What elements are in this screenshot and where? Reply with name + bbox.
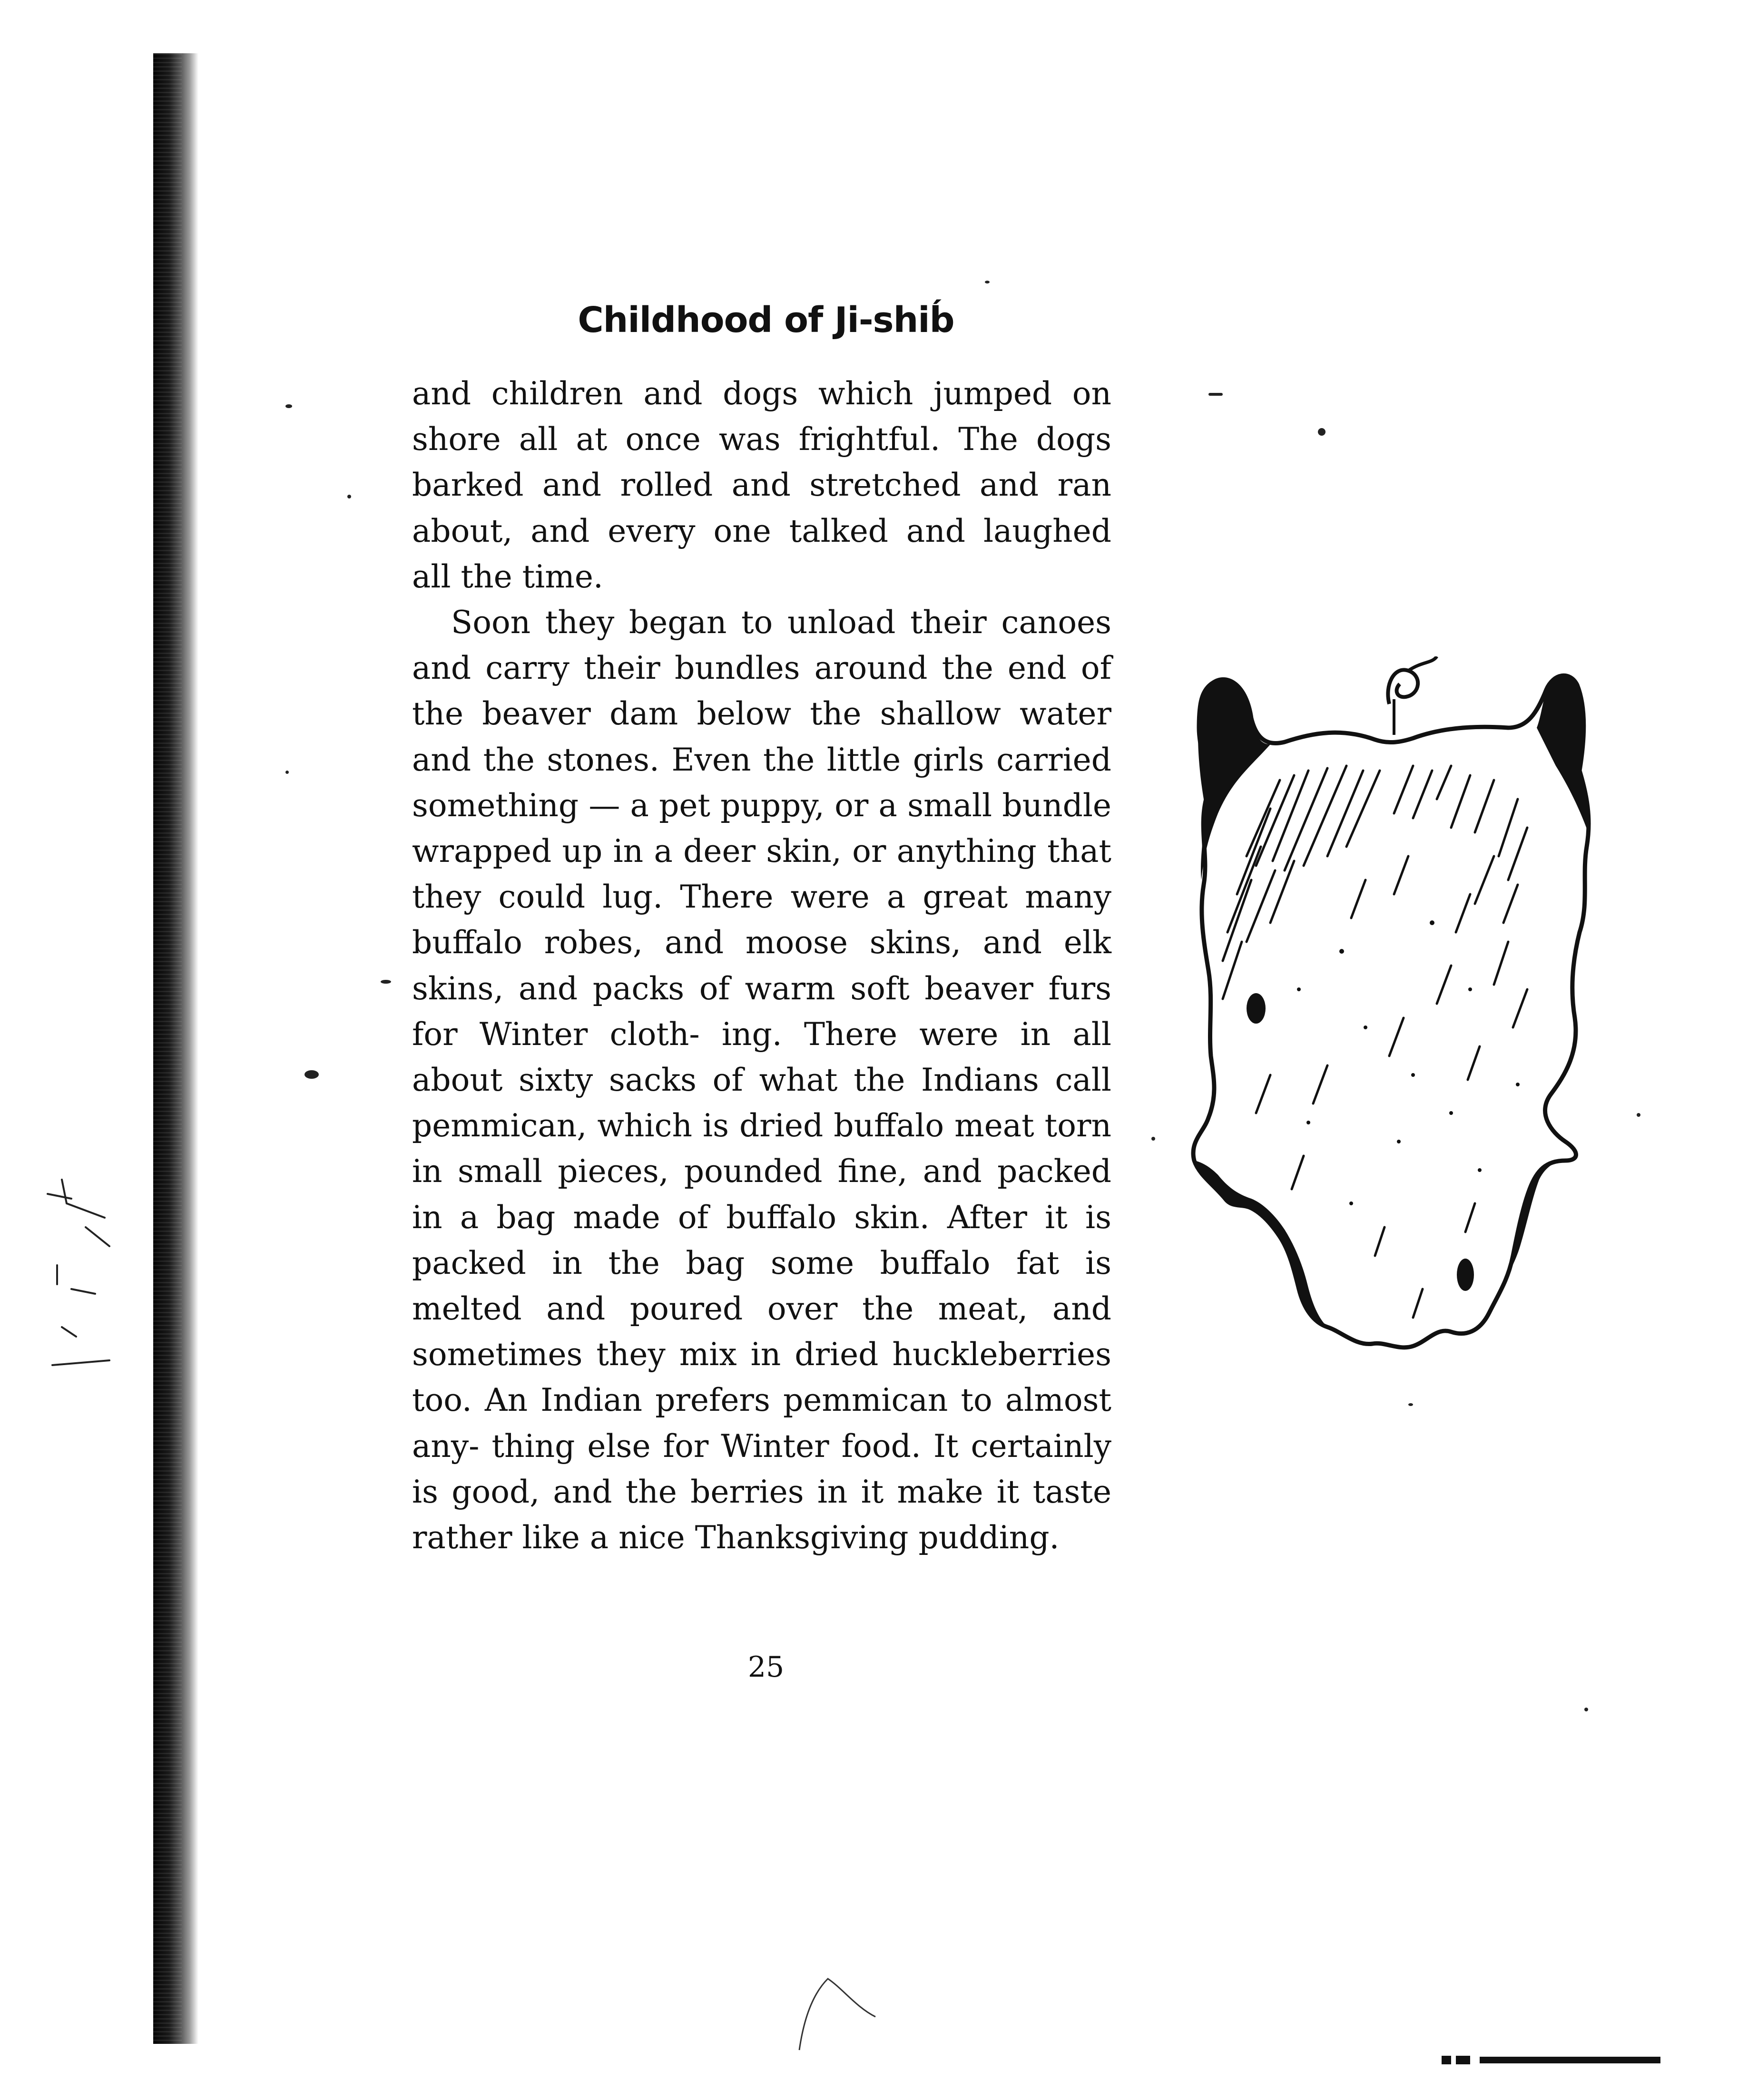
scan-speck — [1151, 1137, 1155, 1141]
running-head: Childhood of Ji-shib́ — [578, 300, 954, 341]
paragraph-1: and children and dogs which jumped on shore all at once was frightful. The dogs barked and rolled and stretched and ran about, and every one talked and laughed all the time. — [412, 375, 1111, 595]
bottom-rule — [1442, 2054, 1660, 2066]
hide-illustration — [1185, 656, 1613, 1379]
margin-marks — [38, 1170, 124, 1398]
body-text — [412, 371, 1111, 1561]
bottom-scribble — [790, 1960, 894, 2055]
scan-speck — [1208, 393, 1223, 396]
scan-speck — [347, 495, 351, 498]
scan-speck — [285, 404, 292, 408]
scan-speck — [1318, 428, 1326, 436]
binding-edge — [153, 53, 198, 2044]
scan-speck — [1637, 1113, 1640, 1117]
scan-speck — [285, 771, 289, 774]
scan-speck — [304, 1070, 319, 1079]
scan-speck — [1408, 1403, 1413, 1406]
scan-speck — [381, 980, 391, 984]
page-number: 25 — [747, 1651, 785, 1684]
scan-speck — [985, 281, 990, 283]
scan-speck — [1584, 1708, 1588, 1711]
paragraph-2: Soon they began to unload their canoes and carry their bundles around the end of the beaver dam below the shallow water and the stones. Even the little girls carried something — a pet puppy, or a small bundle wrapped up in a deer skin, or anything that they could lug. There were a great many buffalo robes, and moose skins, and elk skins, and packs of warm soft beaver furs for Winter cloth- ing. There were in all about sixty sacks of what the Indians call pemmican, which is dried buffalo meat torn in small pieces, pounded fine, and packed in a bag made of buffalo skin. After it is packed in the bag some buffalo fat is melted and poured over the meat, and sometimes they mix in dried huckleberries too. An Indian prefers pemmican to almost any- thing else for Winter food. It certainly is good, and the berries in it make it taste rather like a nice Thanksgiving pudding. — [412, 604, 1111, 1556]
